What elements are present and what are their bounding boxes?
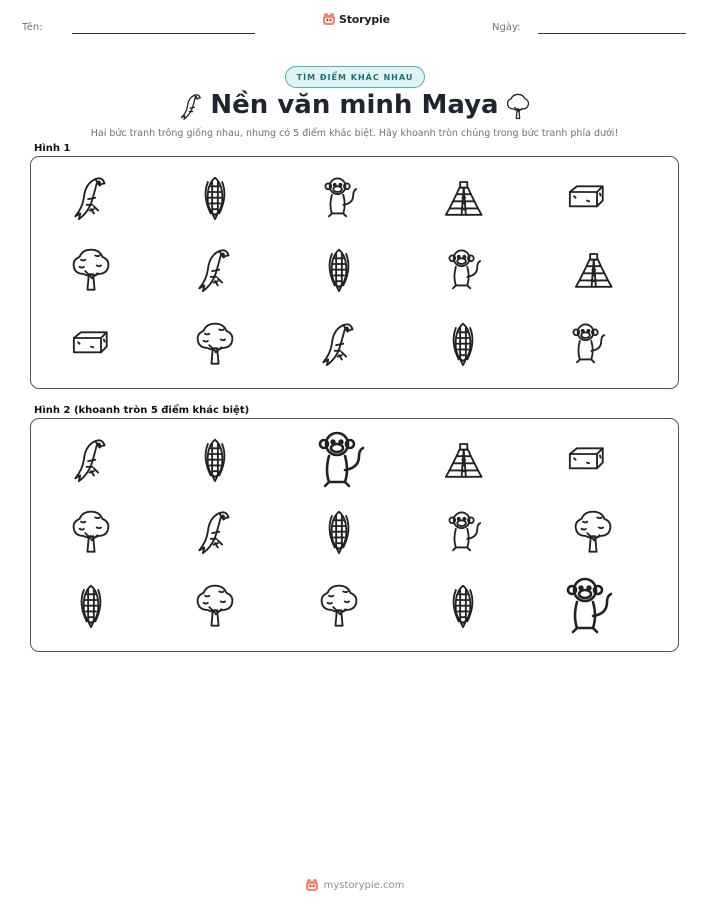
parrot-icon[interactable] <box>193 244 237 294</box>
tree-icon[interactable] <box>571 506 615 556</box>
tree-icon[interactable] <box>69 244 113 294</box>
name-line[interactable] <box>72 33 255 34</box>
corn-icon[interactable] <box>69 580 113 630</box>
pyramid-icon[interactable] <box>441 434 485 484</box>
page-title: Nền văn minh Maya <box>210 90 499 120</box>
monkey-icon[interactable] <box>441 244 485 294</box>
storypie-mascot-icon <box>305 878 319 892</box>
picture-1-panel[interactable] <box>30 156 679 389</box>
parrot-icon[interactable] <box>69 172 113 222</box>
tree-icon[interactable] <box>193 580 237 630</box>
stone-block-icon[interactable] <box>565 434 609 484</box>
brand-name: Storypie <box>339 12 390 26</box>
parrot-icon[interactable] <box>193 506 237 556</box>
stone-block-icon[interactable] <box>69 318 113 368</box>
corn-icon[interactable] <box>317 506 361 556</box>
picture-2-panel[interactable] <box>30 418 679 652</box>
picture-2-label: Hình 2 (khoanh tròn 5 điểm khác biệt) <box>34 405 250 416</box>
pyramid-icon[interactable] <box>441 172 485 222</box>
corn-icon[interactable] <box>193 434 237 484</box>
tree-icon <box>505 91 531 121</box>
parrot-icon[interactable] <box>317 318 361 368</box>
tree-icon[interactable] <box>317 580 361 630</box>
instructions: Hai bức tranh trông giống nhau, nhưng có 5 điểm khác biệt. Hãy khoanh tròn chúng trong bức tranh phía dưới! <box>90 128 619 139</box>
monkey-icon[interactable] <box>565 318 609 368</box>
parrot-icon[interactable] <box>69 434 113 484</box>
date-label: Ngày: <box>492 22 521 33</box>
corn-icon[interactable] <box>193 172 237 222</box>
stone-block-icon[interactable] <box>565 172 609 222</box>
picture-1-label: Hình 1 <box>34 143 71 154</box>
tree-icon[interactable] <box>193 318 237 368</box>
pyramid-icon[interactable] <box>571 244 615 294</box>
storypie-mascot-icon <box>322 12 336 26</box>
date-line[interactable] <box>538 33 686 34</box>
name-label: Tên: <box>22 22 43 33</box>
corn-icon[interactable] <box>317 244 361 294</box>
corn-icon[interactable] <box>441 318 485 368</box>
corn-icon[interactable] <box>441 580 485 630</box>
monkey-icon[interactable] <box>309 424 369 494</box>
brand-logo <box>322 12 390 26</box>
tree-icon[interactable] <box>69 506 113 556</box>
footer-url[interactable]: mystorypie.com <box>323 879 405 891</box>
activity-badge: TÌM ĐIỂM KHÁC NHAU <box>285 66 425 88</box>
footer <box>0 878 709 892</box>
monkey-icon[interactable] <box>317 172 361 222</box>
monkey-icon[interactable] <box>441 506 485 556</box>
monkey-icon[interactable] <box>557 570 617 640</box>
